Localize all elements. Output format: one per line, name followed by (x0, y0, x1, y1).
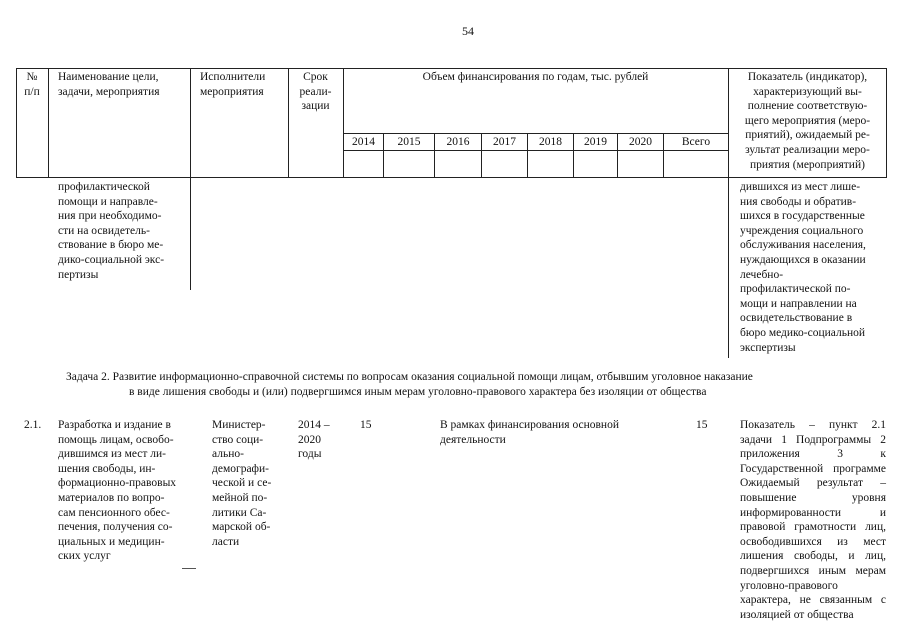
header-year-total: Всего (681, 136, 711, 148)
task-heading-line1: Задача 2. Развитие информационно-справочной системы по вопросам оказания социальной помощи лицам, отбывшим уголовное наказание (66, 371, 753, 383)
row-term: 2014 – 2020 годы (298, 419, 330, 461)
scan-mark (182, 568, 196, 569)
header-term: Срок реали- зации (299, 71, 332, 113)
header-executors: Исполнители мероприятия (200, 71, 266, 98)
row-indicator: Показатель – пункт 2.1 задачи 1 Подпрограммы 2 приложения 3 к Государственной программе Ожидаемый результат – повышение уровня информированности и правовой грамотности лиц, освободившихся из мест лишения свободы, и лиц, подвергшихся иным мерам уголовно-правового характера, не связанным с изоляцией от общества (740, 419, 886, 621)
continued-indicator-text: дившихся из мест лише- ния свободы и обратив- шихся в государственные учреждения социального обслуживания населения, нуждающихся в оказании лечебно- профилактической по- мощи и направлении на освидетельствование в бюро медико-социальной экспертизы (740, 181, 866, 354)
row-total-value: 15 (696, 419, 708, 431)
header-year-2018: 2018 (539, 136, 562, 148)
row-2014-value: 15 (360, 419, 372, 431)
row-name: Разработка и издание в помощь лицам, освобо- дившимся из мест ли- шения свободы, ин- формационно-правовых материалов по вопро- сам пенсионного обес- печения, получения со- циальных и медицин- ских услуг (58, 419, 177, 563)
header-indicator: Показатель (индикатор), характеризующий вы- полнение соответствую- щего мероприятия (меро- приятий), ожидаемый ре- зультат реализации меро- приятия (мероприятий) (744, 71, 871, 171)
task-heading-line2: в виде лишения свободы и (или) подвергшимся иным мерам уголовно-правового характера без изоляции от общества (129, 386, 707, 398)
header-year-2015: 2015 (397, 136, 421, 148)
row-funding-note: В рамках финансирования основной деятельности (440, 419, 619, 446)
header-year-2019: 2019 (584, 136, 607, 148)
row-number: 2.1. (24, 419, 42, 431)
page-number: 54 (462, 24, 474, 38)
header-year-2014: 2014 (352, 136, 375, 148)
row-executors: Министер- ство соци- ально- демографи- ческой и се- мейной по- литики Са- марской об- ласти (212, 419, 272, 548)
continued-name-text: профилактической помощи и направле- ния при необходимо- сти на освидетель- ствование в бюро ме- дико-социальной экс- пертизы (58, 181, 165, 281)
header-financing: Объем финансирования по годам, тыс. рублей (422, 71, 649, 83)
header-year-2017: 2017 (493, 136, 516, 148)
header-year-2016: 2016 (446, 136, 470, 148)
header-name: Наименование цели, задачи, мероприятия (58, 71, 160, 98)
header-year-2020: 2020 (629, 136, 652, 148)
header-num: № п/п (24, 71, 40, 98)
